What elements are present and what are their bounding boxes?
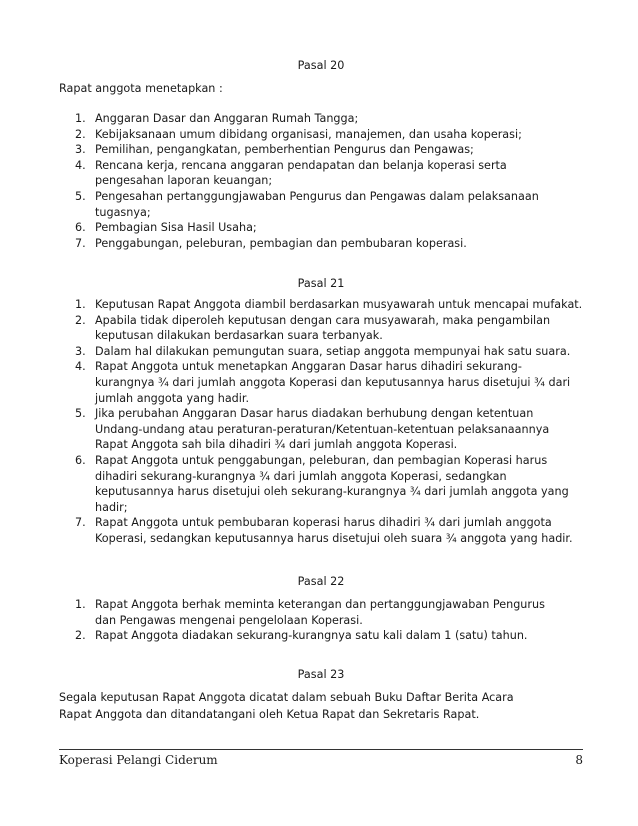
- list-item: [59, 313, 583, 344]
- list-text: Apabila tidak diperoleh keputusan dengan cara musyawarah, maka pengambilan keputusan dilakukan berdasarkan suara terbanyak.: [95, 313, 551, 343]
- list-number: 6.: [75, 221, 86, 235]
- list-text: Keputusan Rapat Anggota diambil berdasarkan musyawarah untuk mencapai mufakat.: [95, 298, 583, 311]
- list-number: 5.: [75, 407, 86, 421]
- list-text: Dalam hal dilakukan pemungutan suara, setiap anggota mempunyai hak satu suara.: [95, 344, 571, 358]
- list-text: Penggabungan, peleburan, pembagian dan pembubaran koperasi.: [95, 236, 467, 250]
- list-text: Rapat Anggota untuk penggabungan, peleburan, dan pembagian Koperasi harus dihadiri sekurang-kurangnya ¾ dari jumlah anggota Koperasi, sedangkan keputusannya harus disetujui oleh sekurang-kurangnya ¾ dari jumlah anggota yang hadir;: [95, 453, 569, 514]
- list-item: [59, 453, 583, 515]
- list-item: [59, 220, 583, 236]
- list-number: 3.: [75, 344, 86, 358]
- list-item: [59, 236, 583, 252]
- list-item: [59, 189, 583, 220]
- page-number: 8: [575, 753, 583, 767]
- list-text: Jika perubahan Anggaran Dasar harus diadakan berhubung dengan ketentuan Undang-undang atau peraturan-peraturan/Ketentuan-ketentuan pelaksanaannya Rapat Anggota sah bila dihadiri ¾ dari jumlah anggota Koperasi.: [95, 407, 550, 452]
- list-item: [59, 111, 583, 127]
- section-title-pasal-23: Pasal 23: [297, 668, 345, 681]
- list-number: 2.: [75, 127, 86, 141]
- footer-divider: [59, 749, 583, 750]
- list-number: 1.: [75, 112, 86, 125]
- list-text: Pembagian Sisa Hasil Usaha;: [95, 221, 257, 235]
- list-pasal-20: [59, 111, 583, 251]
- list-number: 5.: [75, 189, 86, 203]
- list-text: Rencana kerja, rencana anggaran pendapatan dan belanja koperasi serta pengesahan laporan keuangan;: [95, 158, 507, 188]
- list-number: 3.: [75, 143, 86, 157]
- section-title-pasal-22: Pasal 22: [297, 575, 345, 588]
- list-text: Rapat Anggota diadakan sekurang-kurangnya satu kali dalam 1 (satu) tahun.: [95, 629, 528, 643]
- list-text: Pemilihan, pengangkatan, pemberhentian Pengurus dan Pengawas;: [95, 143, 474, 157]
- list-number: 2.: [75, 313, 86, 327]
- list-number: 2.: [75, 629, 86, 643]
- list-number: 7.: [75, 236, 86, 250]
- list-text: Rapat Anggota untuk pembubaran koperasi harus dihadiri ¾ dari jumlah anggota Koperasi, sedangkan keputusannya harus disetujui oleh suara ¾ anggota yang hadir.: [95, 516, 573, 545]
- list-item: [59, 406, 583, 453]
- list-number: 1.: [75, 298, 86, 311]
- list-item: [59, 359, 583, 406]
- list-item: [59, 628, 583, 644]
- list-text: Rapat Anggota berhak meminta keterangan dan pertanggungjawaban Pengurus dan Pengawas mengenai pengelolaan Koperasi.: [95, 598, 545, 627]
- list-text: Anggaran Dasar dan Anggaran Rumah Tangga;: [95, 112, 359, 125]
- section-title-pasal-20: Pasal 20: [297, 59, 345, 72]
- footer-title: Koperasi Pelangi Ciderum: [59, 753, 218, 767]
- list-item: [59, 127, 583, 143]
- list-item: [59, 158, 583, 189]
- list-number: 4.: [75, 360, 86, 374]
- list-item: [59, 142, 583, 158]
- list-text: Pengesahan pertanggungjawaban Pengurus dan Pengawas dalam pelaksanaan tugasnya;: [95, 189, 539, 219]
- list-number: 6.: [75, 453, 86, 467]
- list-pasal-21: [59, 297, 583, 547]
- list-item: [59, 597, 583, 628]
- list-item: [59, 515, 583, 546]
- list-text: Rapat Anggota untuk menetapkan Anggaran Dasar harus dihadiri sekurang-kurangnya ¾ dari jumlah anggota Koperasi dan keputusannya harus disetujui ¾ dari jumlah anggota yang hadir.: [95, 360, 571, 405]
- section-title-pasal-21: Pasal 21: [297, 277, 345, 290]
- list-number: 1.: [75, 598, 86, 611]
- list-number: 7.: [75, 516, 86, 530]
- section-intro: Rapat anggota menetapkan :: [59, 82, 223, 95]
- list-item: [59, 297, 583, 313]
- list-item: [59, 344, 583, 360]
- list-pasal-22: [59, 597, 583, 644]
- list-text: Kebijaksanaan umum dibidang organisasi, manajemen, dan usaha koperasi;: [95, 127, 522, 141]
- section-body: Segala keputusan Rapat Anggota dicatat dalam sebuah Buku Daftar Berita Acara Rapat Anggota dan ditandatangani oleh Ketua Rapat dan Sekretaris Rapat.: [59, 691, 514, 721]
- list-number: 4.: [75, 158, 86, 172]
